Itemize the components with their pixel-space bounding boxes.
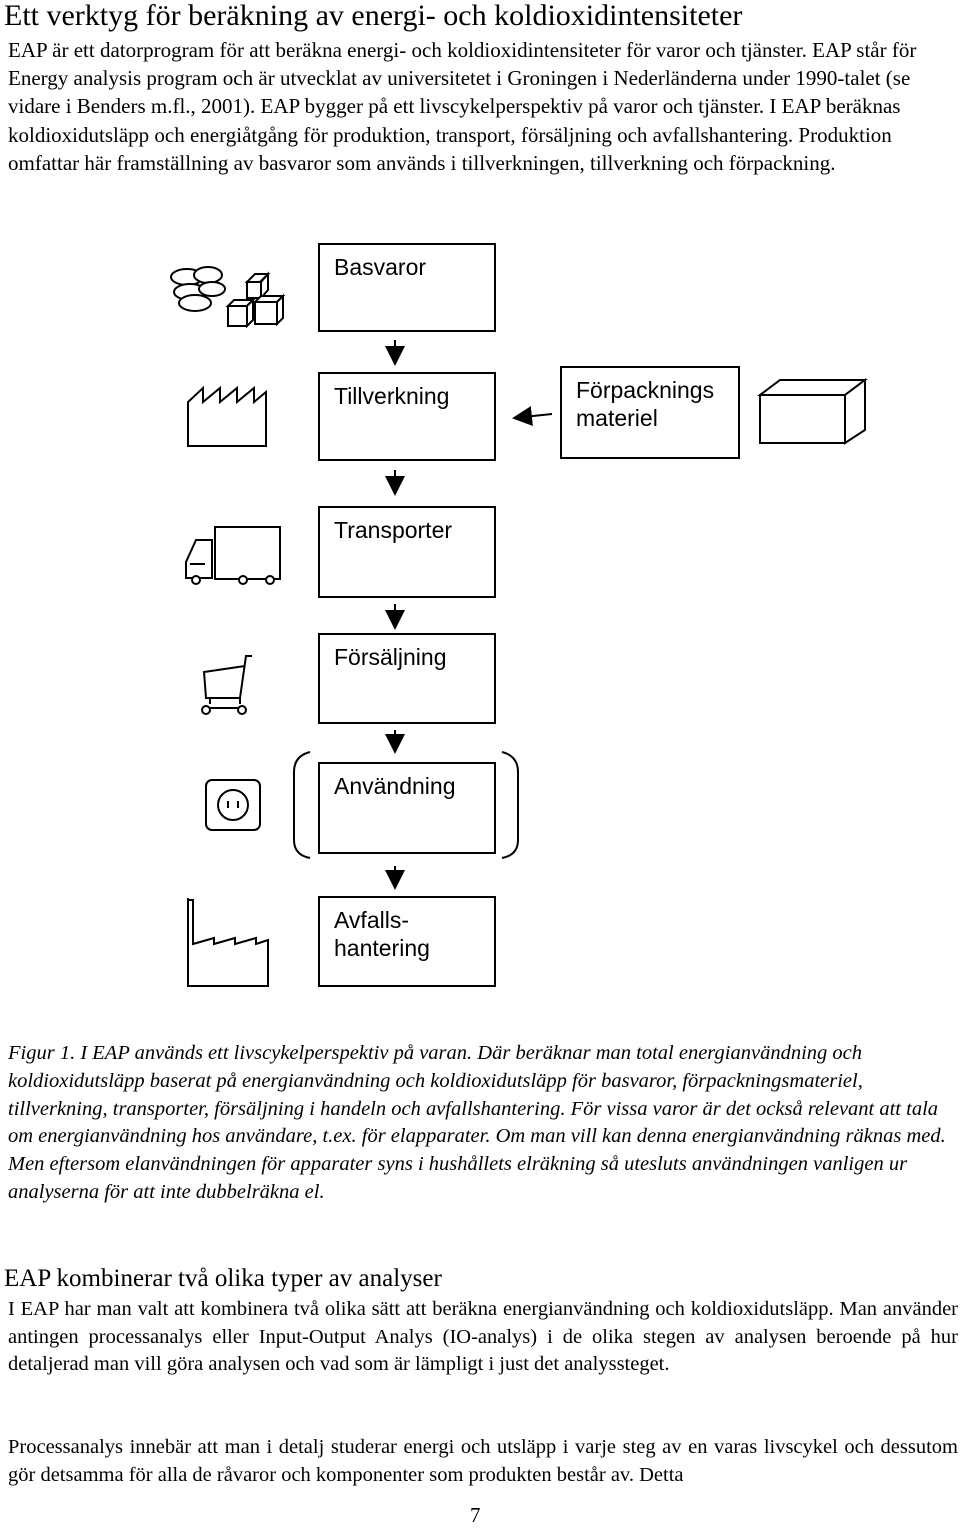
page-title: Ett verktyg för beräkning av energi- och koldioxidintensiteter — [4, 0, 743, 32]
incinerator-icon — [188, 898, 268, 986]
box-avfallshantering: Avfalls- hantering — [318, 896, 496, 987]
stones-and-blocks-icon — [171, 267, 283, 326]
body-paragraph-2: Processanalys innebär att man i detalj studerar energi och utsläpp i varje steg av en varas livscykel och dessutom gör detsamma för alla de råvaror och komponenter som produkten består av. Detta — [8, 1436, 958, 1486]
page-number: 7 — [470, 1503, 481, 1527]
box-transporter: Transporter — [318, 506, 496, 598]
body-paragraph-1: I EAP har man valt att kombinera två olika sätt att beräkna energianvändning och koldioxidutsläpp. Man använder antingen processanalys eller Input-Output Analys (IO-analys) i de olika stegen av analysen beroende på hur detaljerad man vill göra analysen och vad som är lämpligt i just det analyssteget. — [8, 1298, 958, 1376]
box-forsaljning: Försäljning — [318, 633, 496, 724]
factory-icon — [188, 388, 266, 446]
box-tillverkning: Tillverkning — [318, 372, 496, 461]
box-basvaror: Basvaror — [318, 243, 496, 332]
box-forpackningsmateriel: Förpacknings materiel — [560, 366, 740, 459]
shopping-cart-icon — [202, 656, 252, 714]
truck-icon — [186, 527, 280, 584]
box-anvandning: Användning — [318, 762, 496, 854]
section-heading: EAP kombinerar två olika typer av analyser — [4, 1265, 442, 1292]
box-icon — [760, 380, 865, 443]
arrow-forpackning-tillverkning — [514, 414, 552, 418]
intro-paragraph: EAP är ett datorprogram för att beräkna energi- och koldioxidintensiteter för varor och tjänster. EAP står för Energy analysis program och är utvecklat av universitetet i Groningen i Nederländerna under 1990-talet (se vidare i Benders m.fl., 2001). EAP bygger på ett livscykelperspektiv på varor och tjänster. I EAP beräknas koldioxidutsläpp och energiåtgång för produktion, transport, försäljning och avfallshantering. Produktion omfattar här framställning av basvaror som används i tillverkningen, tillverkning och förpackning. — [8, 38, 917, 175]
figure-caption: Figur 1. I EAP används ett livscykelperspektiv på varan. Där beräknar man total energianvändning och koldioxidutsläpp baserat på energianvändning och koldioxidutsläpp för basvaror, förpackningsmateriel, tillverkning, transporter, försäljning i handeln och avfallshantering. För vissa varor är det också relevant att tala om energianvändning hos användare, t.ex. för elapparater. Om man vill kan denna energianvändning räknas med. Men eftersom elanvändningen för apparater syns i hushållets elräkning så utesluts användningen vanligen ur analyserna för att inte dubbelräkna el. — [8, 1042, 946, 1203]
power-outlet-icon — [206, 780, 260, 830]
